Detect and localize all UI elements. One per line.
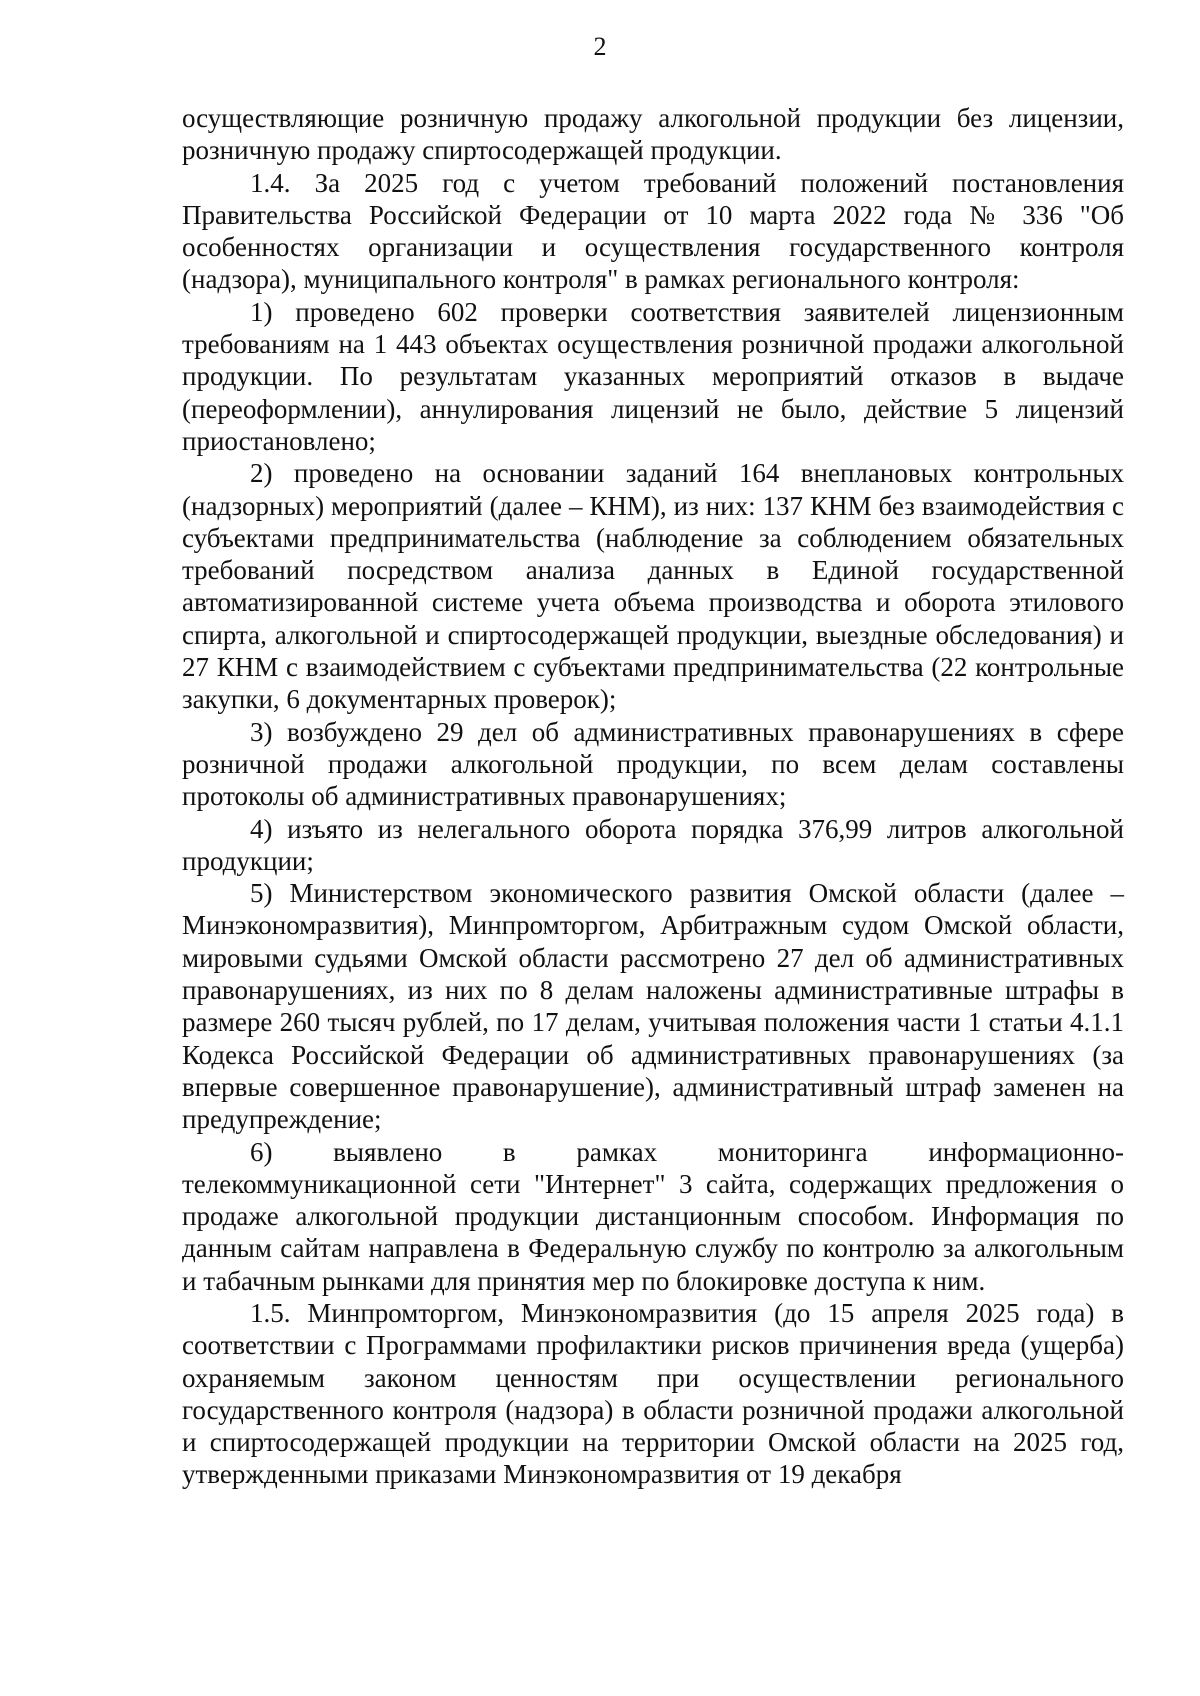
- paragraph-item-2: 2) проведено на основании заданий 164 внеплановых контрольных (надзорных) мероприятий (далее – КНМ), из них: 137 КНМ без взаимодействия с субъектами предпринимательства (наблюдение за соблюдением обязательных требований посредством анализа данных в Единой государственной автоматизированной системе учета объема производства и оборота этилового спирта, алкогольной и спиртосодержащей продукции, выездные обследования) и 27 КНМ с взаимодействием с субъектами предпринимательства (22 контрольные закупки, 6 документарных проверок);: [182, 458, 1124, 715]
- paragraph-item-1: 1) проведено 602 проверки соответствия заявителей лицензионным требованиям на 1 443 объектах осуществления розничной продажи алкогольной продукции. По результатам указанных мероприятий отказов в выдаче (переоформлении), аннулирования лицензий не было, действие 5 лицензий приостановлено;: [182, 296, 1124, 456]
- paragraph-item-5: 5) Министерством экономического развития Омской области (далее – Минэкономразвития), Минпромторгом, Арбитражным судом Омской области, мировыми судьями Омской области рассмотрено 27 дел об административных правонарушениях, из них по 8 делам наложены административные штрафы в размере 260 тысяч рублей, по 17 делам, учитывая положения части 1 статьи 4.1.1 Кодекса Российской Федерации об административных правонарушениях (за впервые совершенное правонарушение), административный штраф заменен на предупреждение;: [182, 878, 1124, 1135]
- paragraph-1-4: 1.4. За 2025 год с учетом требований положений постановления Правительства Российской Федерации от 10 марта 2022 года № 336 "Об особенностях организации и осуществления государственного контроля (надзора), муниципального контроля" в рамках регионального контроля:: [182, 167, 1124, 295]
- page-number: 2: [593, 32, 607, 61]
- paragraph-continuation: осуществляющие розничную продажу алкогольной продукции без лицензии, розничную продажу спиртосодержащей продукции.: [182, 103, 1124, 166]
- paragraph-1-5: 1.5. Минпромторгом, Минэкономразвития (до 15 апреля 2025 года) в соответствии с Программами профилактики рисков причинения вреда (ущерба) охраняемым законом ценностям при осуществлении регионального государственного контроля (надзора) в области розничной продажи алкогольной и спиртосодержащей продукции на территории Омской области на 2025 год, утвержденными приказами Минэкономразвития от 19 декабря: [182, 1297, 1124, 1490]
- document-body: [182, 102, 1124, 1491]
- paragraph-item-3: 3) возбуждено 29 дел об административных правонарушениях в сфере розничной продажи алкогольной продукции, по всем делам составлены протоколы об административных правонарушениях;: [182, 716, 1124, 812]
- paragraph-item-4: 4) изъято из нелегального оборота порядка 376,99 литров алкогольной продукции;: [182, 813, 1124, 876]
- paragraph-item-6: 6) выявлено в рамках мониторинга информационно-телекоммуникационной сети "Интернет" 3 сайта, содержащих предложения о продаже алкогольной продукции дистанционным способом. Информация по данным сайтам направлена в Федеральную службу по контролю за алкогольным и табачным рынками для принятия мер по блокировке доступа к ним.: [182, 1136, 1124, 1296]
